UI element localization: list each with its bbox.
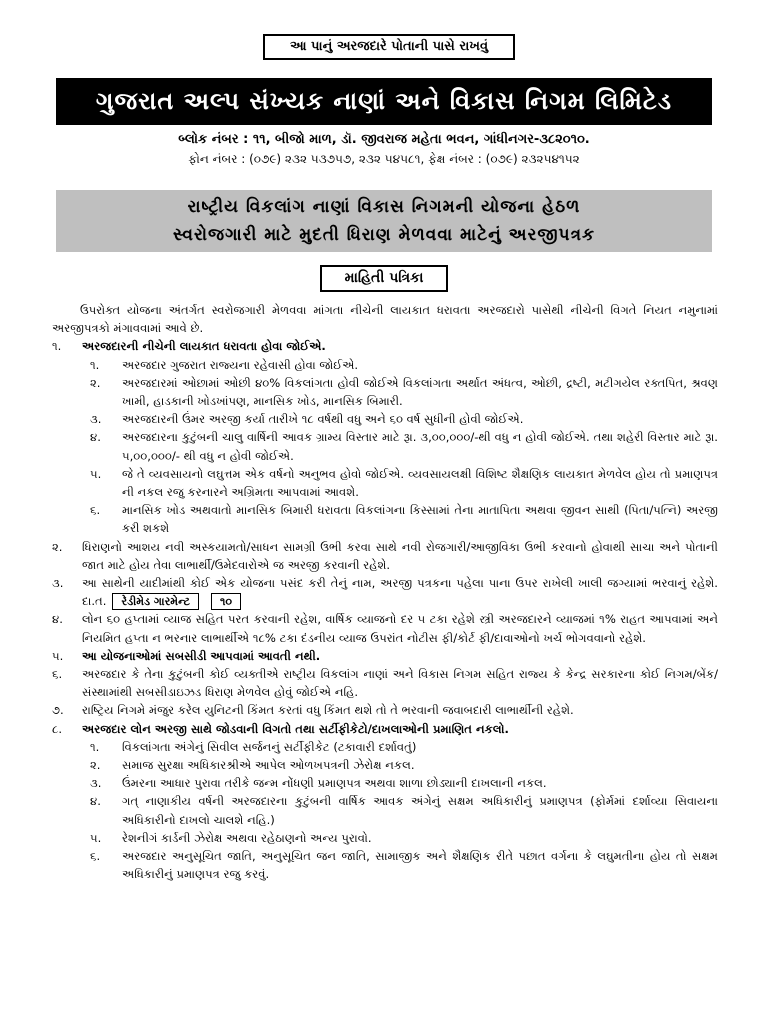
list-item — [52, 574, 718, 610]
sub-item-text: અરજદારમાં ઓછામાં ઓછી ૪૦% વિકલાંગતા હોવી જોઈએ વિકલાંગતા અર્થાત અંધત્વ, ઓછી, દ્રષ્ટી, મટીગયેલ રક્તપિત, શ્રવણ ખામી, હાડકાની ખોડખાંપણ, માનસિક ખોડ, માનસિક બિમારી. — [122, 375, 718, 409]
item-number: ૬. — [52, 667, 63, 682]
item-number: ૫. — [52, 648, 64, 663]
item-text: અરજદાર લોન અરજી સાથે જોડવાની વિગતો તથા સર્ટીફીકેટો/દાખલાઓની પ્રમાણિત નકલો. — [82, 721, 509, 736]
sub-item-number: ૧. — [90, 739, 100, 754]
item-number: ૪. — [52, 612, 63, 627]
example-scheme-number-box: ૧૦ — [211, 593, 241, 610]
list-item — [52, 701, 718, 719]
sub-item-number: ૩. — [90, 776, 102, 791]
sub-item-text: વિકલાંગતા અંગેનું સિવીલ સર્જનનું સર્ટીફીકેટ (ટકાવારી દર્શાવતું) — [122, 739, 417, 754]
item-number: ૧. — [52, 339, 62, 354]
sub-list-item — [90, 410, 718, 428]
sub-item-text: અરજદાર અનુસૂચિત જાતિ, અનુસૂચિત જન જાતિ, સામાજીક અને શૈક્ષણિક રીતે પછાત વર્ગના કે લઘુમતીના હોય તો સક્ષમ અધિકારીનું પ્રમાણપત્ર રજુ કરવું. — [122, 849, 718, 882]
item-number: ૩. — [52, 576, 64, 591]
item-text: ધિરાણનો આશય નવી અસ્કયામતો/સાધન સામગ્રી ઉભી કરવા સાથે નવી રોજગારી/આજીવિકા ઉભી કરવાનો હોવાથી સાચા અને પોતાની જાત માટે હોય તેવા લાભાર્થી/ઉમેદવારોએ જ અરજી કરવાની રહેશે. — [82, 539, 718, 572]
sub-item-text: જે તે વ્યવસાયનો લઘુત્તમ એક વર્ષનો અનુભવ હોવો જોઈએ. વ્યવસાયલક્ષી વિશિષ્ટ શૈક્ષણિક લાયકાત મેળવેલ હોય તો પ્રમાણપત્ર ની નકલ રજુ કરનારને અગ્રિમતા આપવામાં આવશે. — [122, 466, 718, 500]
sub-item-number: ૪. — [90, 430, 101, 445]
info-sheet-title: માહિતી પત્રિકા — [320, 265, 448, 292]
sub-item-number: ૬. — [90, 503, 101, 518]
item-number: ૮. — [52, 721, 63, 736]
organization-name-banner: ગુજરાત અલ્પ સંખ્યક નાણાં અને વિકાસ નિગમ લિમિટેડ — [56, 78, 712, 125]
sub-list-item — [90, 829, 718, 847]
item-text: અરજદારની નીચેની લાયકાત ધરાવતા હોવા જોઈએ. — [82, 339, 326, 354]
sub-item-number: ૨. — [90, 758, 101, 773]
sub-item-text: અરજદારના કુટુંબની ચાલુ વાર્ષિની આવક ગ્રામ્ય વિસ્તાર માટે રૂા. ૩,૦૦,૦૦૦/-થી વધુ ન હોવી જોઈએ. તથા શહેરી વિસ્તાર માટે રૂા. ૫,૦૦,૦૦૦/- થી વધુ ન હોવી જોઈએ. — [122, 430, 718, 463]
sub-item-text: ઉંમરના આધાર પુરાવા તરીકે જન્મ નોંધણી પ્રમાણપત્ર અથવા શાળા છોડ્યાની દાખલાની નકલ. — [122, 776, 547, 791]
sub-item-text: રેશનીગં કાર્ડની ઝેરોક્ષ અથવા રહેઠાણનો અન્ય પુરાવો. — [122, 830, 372, 845]
item-text — [82, 574, 718, 610]
sub-list-item — [90, 428, 718, 464]
intro-paragraph: ઉપરોક્ત યોજના અંતર્ગત સ્વરોજગારી મેળવવા માંગતા નીચેની લાયકાત ધરાવતા અરજદારો પાસેથી નીચેની વિગતે નિયત નમુનામાં અરજીપત્રકો મંગાવવામાં આવે છે. — [52, 303, 718, 336]
sub-list-item — [90, 756, 718, 774]
sub-item-text: સમાજ સુરક્ષા અધિકારશ્રીએ આપેલ ઓળખપત્રની ઝેરોક્ષ નકલ. — [122, 758, 415, 773]
document-body — [52, 301, 718, 884]
contact-numbers: ફોન નંબર : (૦૭૯) ૨૩૨ ૫૩૭૫૭, ૨૩૨ ૫૪૫૮૧, ફેક્ષ નંબર : (૦૭૯) ૨૩૨૫૪૧૫૨ — [188, 152, 580, 166]
sub-list-item — [90, 356, 718, 374]
sub-item-text: ગત્ નાણાકીય વર્ષની અરજદારના કુટુંબની વાર્ષિક આવક અંગેનું સક્ષમ અધિકારીનું પ્રમાણપત્ર (ફોર્મમાં દર્શાવ્યા સિવાયના અધિકારીનો દાખલો ચાલશે નહિ.) — [122, 794, 718, 827]
sub-item-text: અરજદારની ઉંમર અરજી કર્યા તારીખે ૧૮ વર્ષથી વધુ અને ૬૦ વર્ષ સુધીની હોવી જોઈએ. — [122, 412, 524, 427]
item-text: લોન ૬૦ હપ્તામાં વ્યાજ સહિત પરત કરવાની રહેશ, વાર્ષિક વ્યાજનો દર ૫ ટકા રહેશે સ્ત્રી અરજદારને વ્યાજમાં ૧% રાહત આપવામાં અને નિયમિત હપ્તા ન ભરનાર લાભાર્થીએ ૧૮% ટકા દંડનીય વ્યાજ ઉપરાંત નોટીસ ફી/કોર્ટ ફી/દાવાઓનો ખર્ચ ભોગવવાનો રહેશે. — [82, 612, 718, 645]
sub-item-number: ૨. — [90, 375, 101, 390]
list-item — [52, 538, 718, 574]
scheme-title-line-1: રાષ્ટ્રીય વિકલાંગ નાણાં વિકાસ નિગમની યોજના હેઠળ — [187, 197, 581, 217]
sub-list-item — [90, 374, 718, 410]
list-item — [52, 647, 718, 665]
example-scheme-name-box: રેડીમેડ ગારમેન્ટ — [112, 593, 199, 610]
keep-note-box: આ પાનું અરજદારે પોતાની પાસે રાખવું — [263, 34, 515, 60]
item-text-before-example: આ સાથેની યાદીમાંથી કોઈ એક યોજના પસંદ કરી તેનું નામ, અરજી પત્રકના પહેલા પાના ઉપર રાખેલી ખાલી જગ્યામાં ભરવાનું રહેશે. દા.ત. — [82, 576, 718, 609]
sub-item-number: ૫. — [90, 830, 102, 845]
sub-list-item — [90, 774, 718, 792]
sub-item-text: અરજદાર ગુજરાત રાજ્યના રહેવાસી હોવા જોઈએ. — [122, 357, 359, 372]
list-item — [52, 610, 718, 646]
sub-list-item — [90, 501, 718, 537]
sub-list-item — [90, 847, 718, 883]
sub-list-item — [90, 465, 718, 501]
sub-item-number: ૩. — [90, 412, 102, 427]
item-number: ૭. — [52, 703, 64, 718]
item-text: રાષ્ટ્રિય નિગમે મંજુર કરેલ યુનિટની કિંમત કરતાં વધુ કિંમત થશે તો તે ભરવાની જવાબદારી લાભાર્થીની રહેશે. — [82, 703, 574, 718]
list-item — [52, 720, 718, 738]
item-text: અરજદાર કે તેના કુટુંબની કોઈ વ્યક્તીએ રાષ્ટ્રીય વિકલાંગ નાણાં અને વિકાસ નિગમ સહિત રાજ્ય કે કેન્દ્ર સરકારના કોઈ નિગમ/બેંક/સંસ્થામાંથી સબસીડાઇઝડ ધિરાણ મેળવેલ હોવું જોઈએ નહિ. — [82, 667, 718, 700]
sub-list-item — [90, 738, 718, 756]
sub-list-item — [90, 792, 718, 828]
item-number: ૨. — [52, 539, 63, 554]
scheme-title-line-2: સ્વરોજગારી માટે મુદતી ધિરાણ મેળવવા માટેનું અરજીપત્રક — [172, 225, 596, 245]
list-item — [52, 337, 718, 355]
sub-item-number: ૬. — [90, 849, 101, 864]
scheme-title-banner — [56, 190, 712, 252]
list-item — [52, 665, 718, 701]
sub-item-number: ૫. — [90, 466, 102, 481]
sub-item-text: માનસિક ખોડ અથવાતો માનસિક બિમારી ધરાવતા વિકલાંગના કિસ્સામાં તેના માતાપિતા અથવા જીવન સાથી (પિતા/પત્નિ) અરજી કરી શકશે — [122, 503, 718, 536]
sub-item-number: ૧. — [90, 357, 100, 372]
sub-item-number: ૪. — [90, 794, 101, 809]
item-text: આ યોજનાઓમાં સબસીડી આપવામાં આવતી નથી. — [82, 648, 321, 663]
organization-address: બ્લોક નંબર : ૧૧, બીજો માળ, ડૉ. જીવરાજ મહેતા ભવન, ગાંધીનગર-૩૮૨૦૧૦. — [178, 132, 590, 147]
